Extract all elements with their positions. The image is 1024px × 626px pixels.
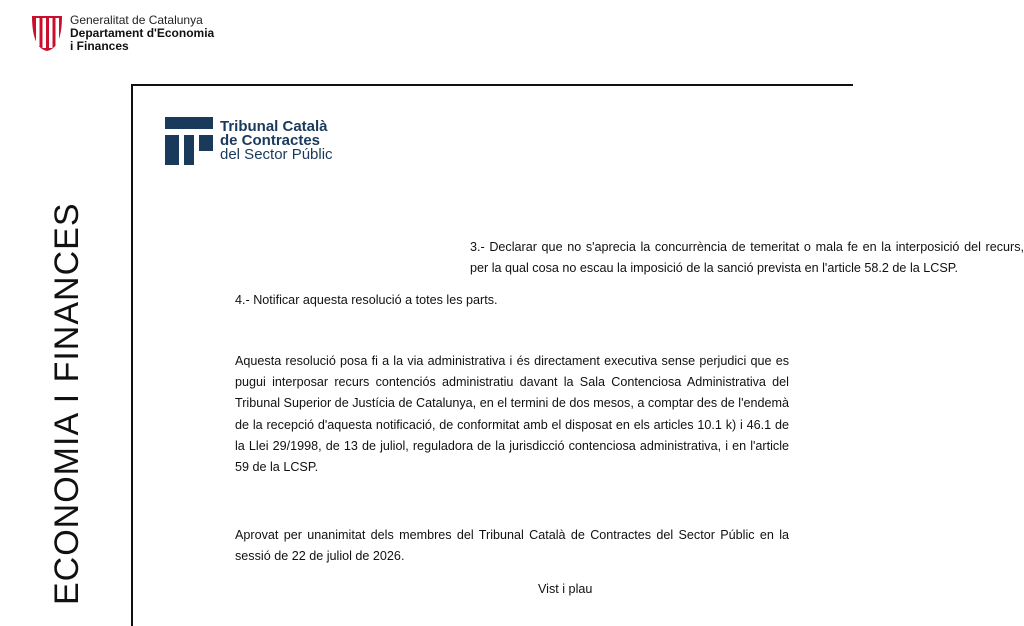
header-department: Departament d'Economia	[70, 26, 215, 40]
tribunal-name-line2: de Contractes	[220, 132, 321, 149]
paragraph-approval: Aprovat per unanimitat dels membres del Tribunal Català de Contractes del Sector Públic en la sessió de 22 de juliol de 2026.	[235, 528, 789, 563]
paragraph-point-4: 4.- Notificar aquesta resolució a totes les parts.	[235, 293, 498, 307]
paragraph-point-3: 3.- Declarar que no s'aprecia la concurrència de temeritat o mala fe en la interposició del recurs, per la qual cosa no escau la imposició de la sanció prevista en l'article 58.2 de la LCSP.	[470, 240, 1024, 275]
department-header	[70, 14, 214, 53]
header-generalitat: Generalitat de Catalunya	[70, 13, 203, 27]
tribunal-name-line1: Tribunal Català	[220, 118, 328, 135]
tribunal-logo-icon	[165, 117, 213, 165]
paragraph-appeal-notice: Aquesta resolució posa fi a la via administrativa i és directament executiva sense perjudici que es pugui interposar recurs contenciós administratiu davant la Sala Contenciosa Administrativa del Tribunal Superior de Justícia de Catalunya, en el termini de dos mesos, a comptar des de l'endemà de la recepció d'aquesta notificació, de conformitat amb el disposat en els articles 10.1 k) i 46.1 de la Llei 29/1998, de 13 de juliol, reguladora de la jurisdicció contenciosa administrativa, i en l'article 59 de la LCSP.	[235, 354, 789, 475]
signature-label: Vist i plau	[538, 582, 593, 596]
header-department-line2: i Finances	[70, 39, 129, 53]
tribunal-name	[220, 120, 333, 162]
generalitat-logo-icon	[30, 12, 64, 52]
tribunal-name-line3: del Sector Públic	[220, 146, 333, 163]
vertical-side-label: ECONOMIA I FINANCES	[48, 202, 86, 605]
